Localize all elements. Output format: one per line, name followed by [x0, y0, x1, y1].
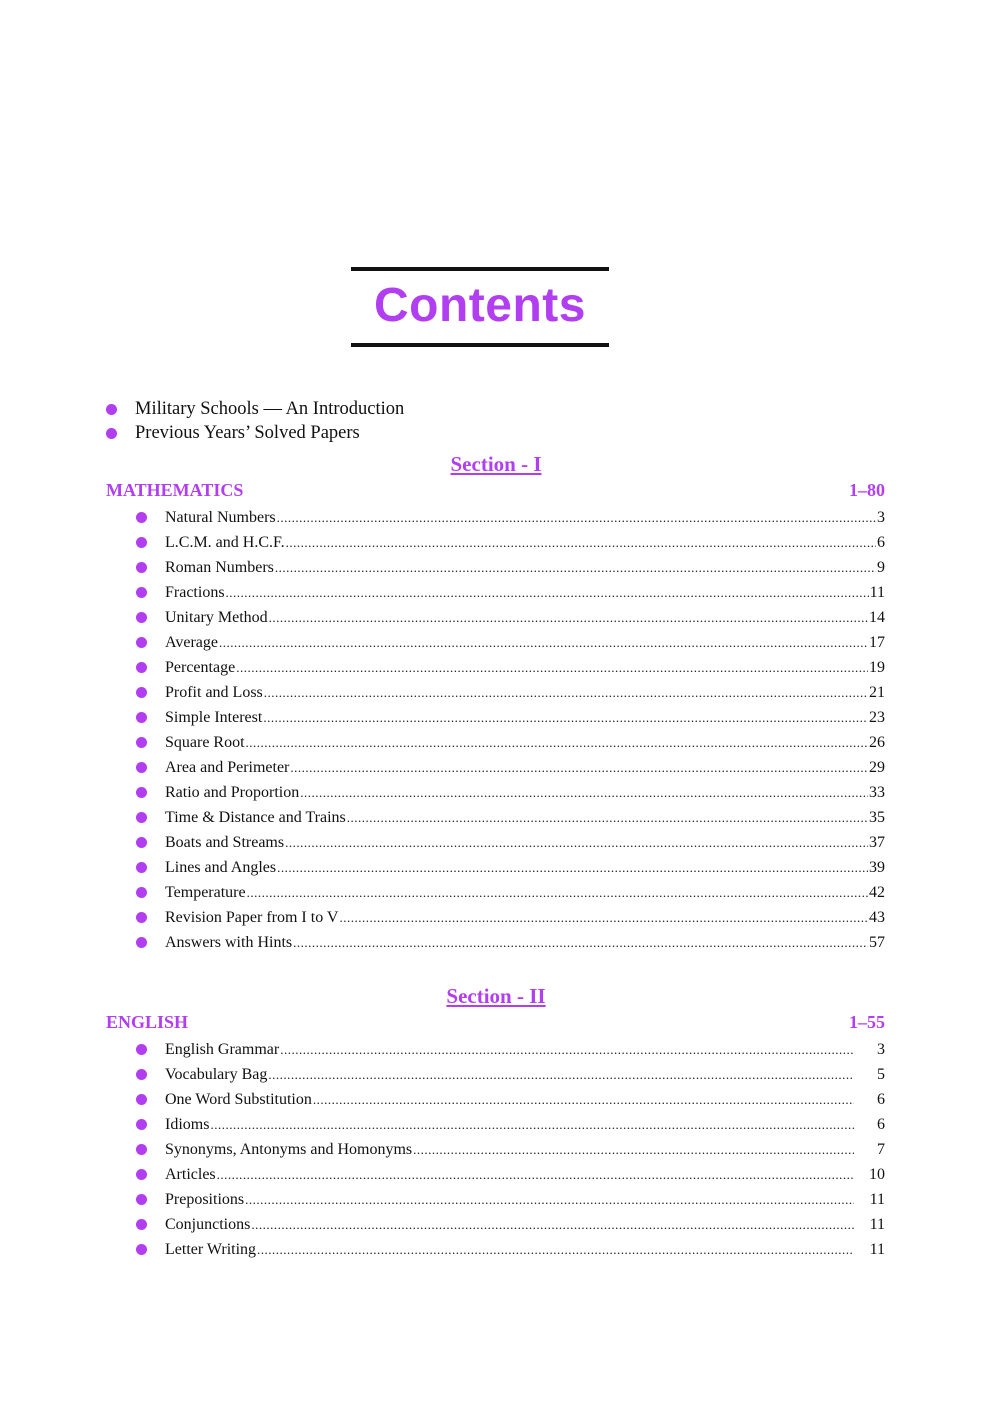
toc-entry-title: Square Root — [165, 733, 245, 751]
bullet-icon — [136, 1144, 147, 1155]
bullet-icon — [136, 662, 147, 673]
dot-leader — [300, 784, 868, 805]
toc-entry-page: 11 — [869, 1190, 885, 1208]
toc-entry-title: Boats and Streams — [165, 833, 285, 851]
toc-entry-page: 17 — [869, 633, 885, 651]
bullet-icon — [136, 562, 147, 573]
subject-page-range: 1–55 — [849, 1012, 885, 1032]
dot-leader — [226, 584, 869, 605]
toc-entry-page: 35 — [869, 808, 885, 826]
dot-leader — [285, 834, 868, 855]
toc-entry[interactable] — [136, 905, 885, 930]
toc-entry[interactable] — [136, 1237, 885, 1262]
toc-entry-title: Natural Numbers — [165, 508, 276, 526]
bullet-icon — [136, 612, 147, 623]
toc-entry[interactable] — [136, 1162, 885, 1187]
bullet-icon — [136, 1244, 147, 1255]
toc-entry[interactable] — [136, 580, 885, 605]
intro-item-label: Previous Years’ Solved Papers — [135, 422, 360, 443]
toc-entry-title: Vocabulary Bag — [165, 1065, 268, 1083]
bullet-icon — [136, 812, 147, 823]
toc-entry-title: Synonyms, Antonyms and Homonyms — [165, 1140, 413, 1158]
dot-leader — [290, 759, 868, 780]
toc-entry-title: Prepositions — [165, 1190, 245, 1208]
toc-entry-title: Percentage — [165, 658, 236, 676]
bullet-icon — [136, 1044, 147, 1055]
dot-leader — [210, 1116, 854, 1137]
bullet-icon — [136, 687, 147, 698]
section-heading-2[interactable]: Section - II — [446, 984, 546, 1008]
toc-entry-page: 9 — [877, 558, 885, 576]
bullet-icon — [136, 1069, 147, 1080]
toc-entry-page: 39 — [869, 858, 885, 876]
dot-leader — [264, 684, 868, 705]
dot-leader — [251, 1216, 854, 1237]
toc-entry-page: 26 — [869, 733, 885, 751]
bullet-icon — [136, 1094, 147, 1105]
dot-leader — [277, 859, 868, 880]
dot-leader — [247, 884, 868, 905]
toc-entry-page: 11 — [869, 1240, 885, 1258]
dot-leader — [339, 909, 868, 930]
bullet-icon — [136, 762, 147, 773]
toc-entry-title: Letter Writing — [165, 1240, 257, 1258]
toc-entry[interactable] — [136, 530, 885, 555]
toc-entry-page: 37 — [869, 833, 885, 851]
toc-entry-page: 14 — [869, 608, 885, 626]
toc-entry-page: 5 — [877, 1065, 885, 1083]
dot-leader — [286, 534, 876, 555]
toc-entry-page: 21 — [869, 683, 885, 701]
toc-entry-page: 3 — [877, 508, 885, 526]
toc-entry-page: 3 — [877, 1040, 885, 1058]
toc-entry-page: 7 — [877, 1140, 885, 1158]
title-bottom-rule — [351, 343, 609, 347]
toc-entry[interactable] — [136, 1137, 885, 1162]
dot-leader — [277, 509, 876, 530]
toc-entry[interactable] — [136, 855, 885, 880]
toc-entry-page: 57 — [869, 933, 885, 951]
section-heading-1[interactable]: Section - I — [450, 452, 542, 476]
toc-entry-page: 11 — [869, 1215, 885, 1233]
toc-entry-page: 29 — [869, 758, 885, 776]
toc-entry[interactable] — [136, 505, 885, 530]
toc-entry[interactable] — [136, 1037, 885, 1062]
toc-entry-title: English Grammar — [165, 1040, 280, 1058]
bullet-icon — [136, 1119, 147, 1130]
toc-entry-page: 19 — [869, 658, 885, 676]
dot-leader — [236, 659, 868, 680]
dot-leader — [269, 609, 868, 630]
toc-entry-title: Revision Paper from I to V — [165, 908, 339, 926]
intro-item[interactable] — [106, 397, 404, 421]
bullet-icon — [106, 428, 117, 439]
toc-entry-title: Simple Interest — [165, 708, 263, 726]
toc-entry-title: Articles — [165, 1165, 216, 1183]
dot-leader — [293, 934, 868, 955]
toc-entry[interactable] — [136, 1187, 885, 1212]
subject-row-mathematics — [106, 480, 885, 501]
toc-entry[interactable] — [136, 780, 885, 805]
toc-entry[interactable] — [136, 730, 885, 755]
toc-entry-title: Conjunctions — [165, 1215, 251, 1233]
toc-entry-title: Lines and Angles — [165, 858, 277, 876]
toc-entry-title: Temperature — [165, 883, 246, 901]
toc-entry[interactable] — [136, 1062, 885, 1087]
toc-entry-title: Roman Numbers — [165, 558, 274, 576]
toc-entry-title: Fractions — [165, 583, 225, 601]
bullet-icon — [136, 512, 147, 523]
toc-entry[interactable] — [136, 1087, 885, 1112]
toc-entry[interactable] — [136, 805, 885, 830]
page-title: Contents — [374, 279, 586, 332]
toc-entry-page: 43 — [869, 908, 885, 926]
toc-entry-title: Answers with Hints — [165, 933, 293, 951]
dot-leader — [219, 634, 868, 655]
toc-entry-page: 10 — [869, 1165, 885, 1183]
toc-entry-title: Unitary Method — [165, 608, 268, 626]
toc-entry[interactable] — [136, 880, 885, 905]
dot-leader — [347, 809, 868, 830]
toc-entry[interactable] — [136, 1112, 885, 1137]
bullet-icon — [136, 587, 147, 598]
bullet-icon — [136, 787, 147, 798]
dot-leader — [313, 1091, 854, 1112]
toc-list-english — [136, 1037, 885, 1262]
bullet-icon — [136, 887, 147, 898]
toc-entry-page: 6 — [877, 1090, 885, 1108]
toc-entry-title: Average — [165, 633, 218, 651]
toc-entry-page: 42 — [869, 883, 885, 901]
dot-leader — [268, 1066, 854, 1087]
bullet-icon — [136, 1194, 147, 1205]
toc-entry-title: One Word Substitution — [165, 1090, 312, 1108]
toc-list-mathematics — [136, 505, 885, 955]
bullet-icon — [136, 737, 147, 748]
dot-leader — [413, 1141, 854, 1162]
toc-entry-title: Ratio and Proportion — [165, 783, 300, 801]
dot-leader — [246, 734, 868, 755]
bullet-icon — [136, 1169, 147, 1180]
toc-entry[interactable] — [136, 1212, 885, 1237]
bullet-icon — [136, 912, 147, 923]
toc-entry[interactable] — [136, 930, 885, 955]
toc-entry-page: 6 — [877, 533, 885, 551]
toc-entry[interactable] — [136, 705, 885, 730]
toc-entry[interactable] — [136, 655, 885, 680]
bullet-icon — [106, 404, 117, 415]
subject-title: ENGLISH — [106, 1012, 189, 1032]
intro-item-label: Military Schools — An Introduction — [135, 398, 405, 419]
toc-entry[interactable] — [136, 755, 885, 780]
toc-entry-page: 6 — [877, 1115, 885, 1133]
dot-leader — [263, 709, 868, 730]
toc-entry[interactable] — [136, 555, 885, 580]
subject-title: MATHEMATICS — [106, 480, 244, 500]
toc-entry-title: Idioms — [165, 1115, 210, 1133]
bullet-icon — [136, 862, 147, 873]
toc-entry-page: 11 — [869, 583, 885, 601]
toc-entry-title: Area and Perimeter — [165, 758, 290, 776]
bullet-icon — [136, 537, 147, 548]
intro-list — [106, 397, 404, 445]
toc-entry-page: 23 — [869, 708, 885, 726]
dot-leader — [217, 1166, 854, 1187]
toc-entry[interactable] — [136, 630, 885, 655]
bullet-icon — [136, 937, 147, 948]
bullet-icon — [136, 1219, 147, 1230]
dot-leader — [245, 1191, 854, 1212]
subject-row-english — [106, 1012, 885, 1033]
title-block — [351, 267, 609, 347]
dot-leader — [280, 1041, 854, 1062]
toc-entry-title: Profit and Loss — [165, 683, 263, 701]
dot-leader — [275, 559, 876, 580]
dot-leader — [257, 1241, 854, 1262]
toc-entry[interactable] — [136, 680, 885, 705]
bullet-icon — [136, 837, 147, 848]
toc-entry-title: L.C.M. and H.C.F. — [165, 533, 285, 551]
toc-entry-title: Time & Distance and Trains — [165, 808, 346, 826]
toc-entry[interactable] — [136, 605, 885, 630]
subject-page-range: 1–80 — [849, 480, 885, 500]
toc-entry-page: 33 — [869, 783, 885, 801]
bullet-icon — [136, 637, 147, 648]
intro-item[interactable] — [106, 421, 404, 445]
toc-entry[interactable] — [136, 830, 885, 855]
bullet-icon — [136, 712, 147, 723]
